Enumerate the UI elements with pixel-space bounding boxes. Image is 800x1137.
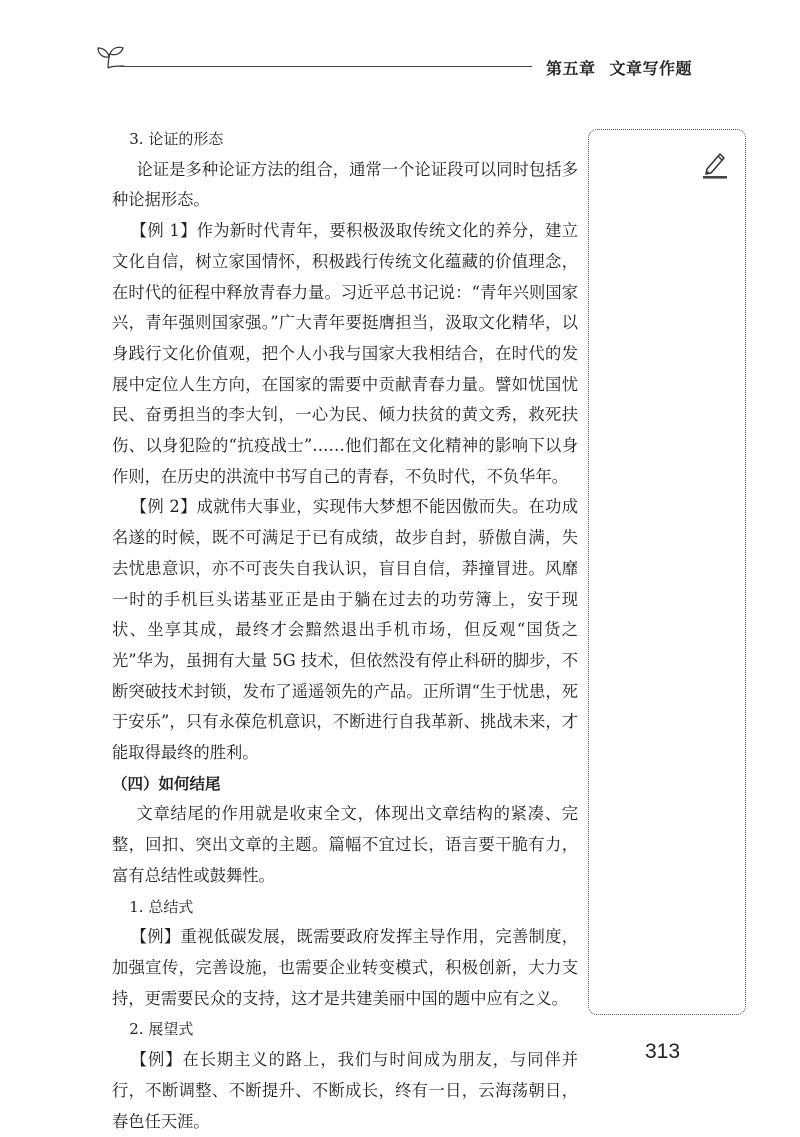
page-header xyxy=(0,0,800,90)
sprout-icon xyxy=(94,44,126,72)
section-intro-paragraph: 文章结尾的作用就是收束全文，体现出文章结构的紧凑、完整，回扣、突出文章的主题。篇幅不宜过长，语言要干脆有力，富有总结性或鼓舞性。 xyxy=(112,804,578,885)
subheading-summary-style: 1. 总结式 xyxy=(129,897,194,916)
page-content xyxy=(112,124,578,1137)
subheading-outlook-style: 2. 展望式 xyxy=(129,1020,194,1039)
page-number: 313 xyxy=(645,1040,681,1063)
example-2-paragraph: 【例 2】成就伟大事业，实现伟大梦想不能因傲而失。在功成名遂的时候，既不可满足于已有成绩，故步自封，骄傲自满，失去忧患意识，亦不可丧失自我认识，盲目自信，莽撞冒进。风靡一时的手机巨头诺基亚正是由于躺在过去的功劳簿上，安于现状、坐享其成，最终才会黯然退出手机市场，但反观“国货之光”华为，虽拥有大量 5G 技术，但依然没有停止科研的脚步，不断突破技术封锁，发布了遥遥领先的产品。正所谓“生于忧患，死于安乐”，只有永葆危机意识，不断进行自我革新、挑战未来，才能取得最终的胜利。 xyxy=(112,497,578,763)
chapter-name: 文章写作题 xyxy=(609,59,692,78)
header-rule xyxy=(120,66,532,67)
pen-icon xyxy=(701,148,729,180)
section-heading-ending: （四）如何结尾 xyxy=(112,774,221,793)
chapter-number: 第五章 xyxy=(545,59,596,78)
example-1-paragraph: 【例 1】作为新时代青年，要积极汲取传统文化的养分，建立文化自信，树立家国情怀，积极践行传统文化蕴藏的价值理念，在时代的征程中释放青春力量。习近平总书记说：“青年兴则国家兴，青年强则国家强。”广大青年要挺膺担当，汲取文化精华，以身践行文化价值观，把个人小我与国家大我相结合，在时代的发展中定位人生方向，在国家的需要中贡献青春力量。譬如忧国忧民、奋勇担当的李大钊，一心为民、倾力扶贫的黄文秀，救死扶伤、以身犯险的“抗疫战士”……他们都在文化精神的影响下以身作则，在历史的洪流中书写自己的青春，不负时代，不负华年。 xyxy=(112,221,578,486)
chapter-title xyxy=(546,56,692,79)
subheading-argument-forms: 3. 论证的形态 xyxy=(129,130,224,148)
intro-paragraph: 论证是多种论证方法的组合，通常一个论证段可以同时包括多种论据形态。 xyxy=(112,159,578,210)
example-4-paragraph: 【例】在长期主义的路上，我们与时间成为朋友，与同伴并行，不断调整、不断提升、不断成长，终有一日，云海荡朝日，春色任天涯。 xyxy=(112,1050,578,1131)
example-3-paragraph: 【例】重视低碳发展，既需要政府发挥主导作用，完善制度，加强宣传，完善设施，也需要企业转变模式，积极创新，大力支持，更需要民众的支持，这才是共建美丽中国的题中应有之义。 xyxy=(112,927,578,1008)
notes-sidebar xyxy=(588,129,746,1015)
